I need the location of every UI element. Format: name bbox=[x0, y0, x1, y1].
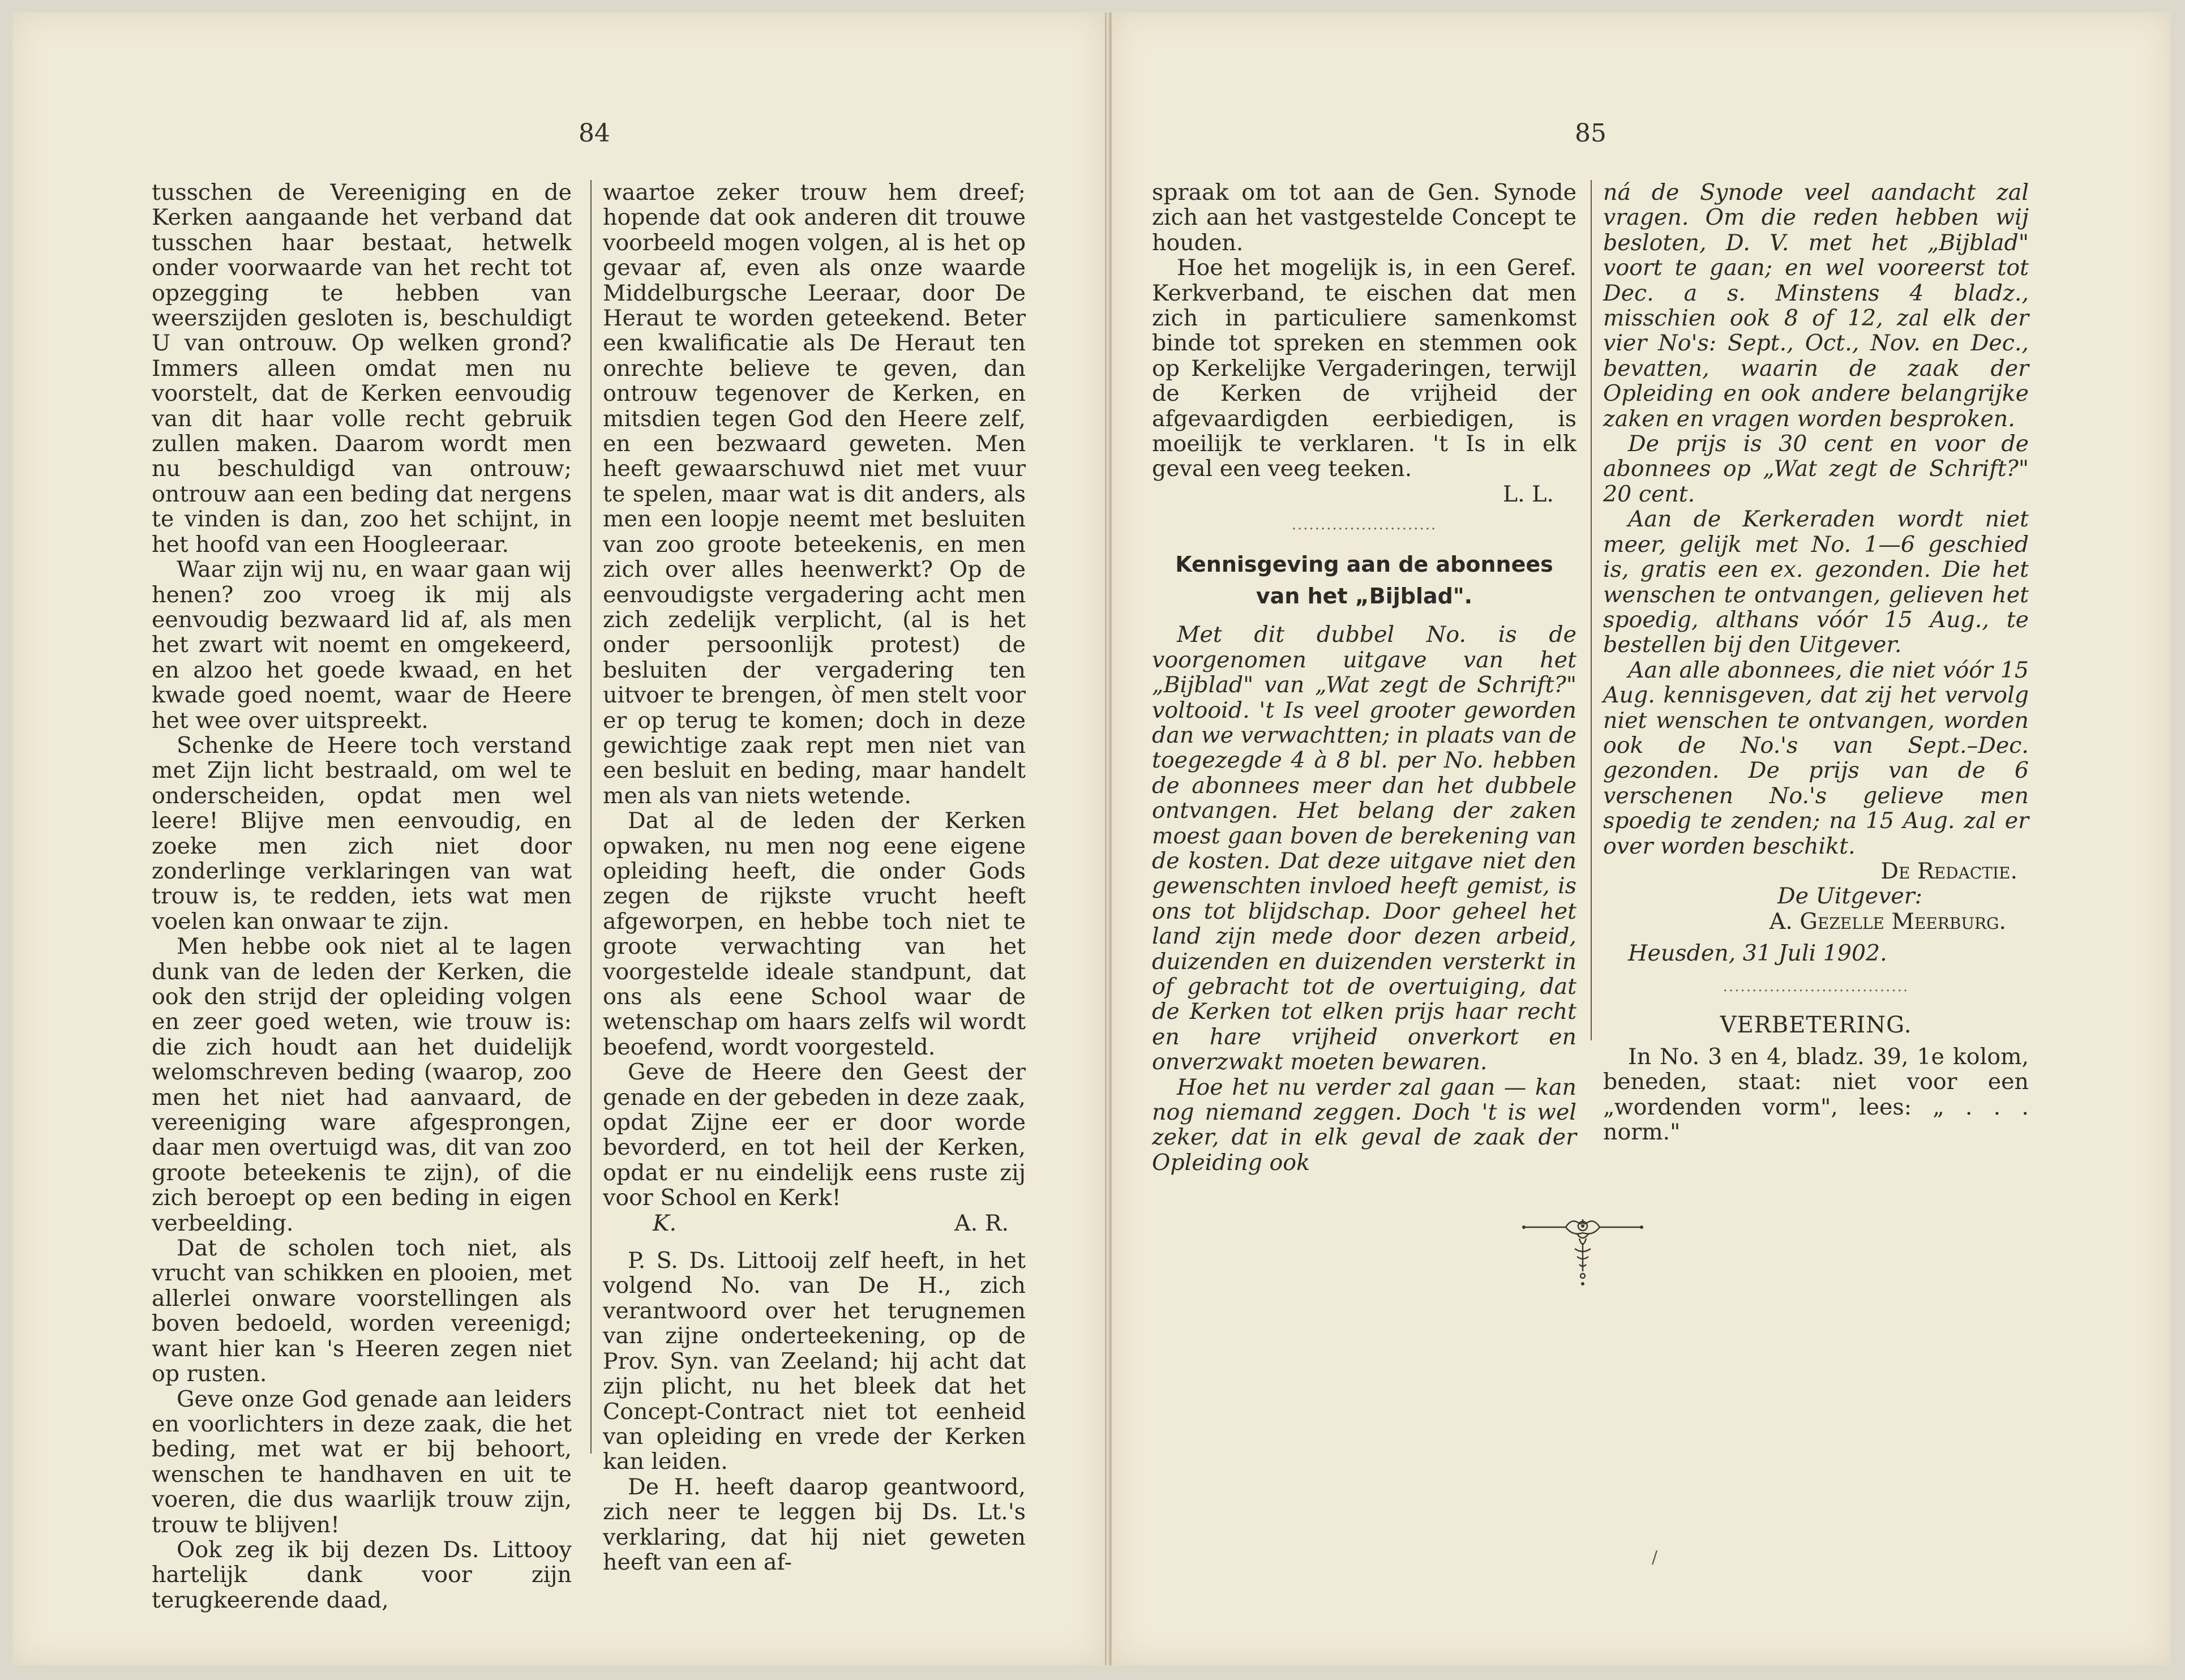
page-number-left: 84 bbox=[579, 119, 610, 148]
left-column-2 bbox=[603, 180, 1026, 1575]
paragraph: Hoe het nu verder zal gaan — kan nog niemand zeggen. Doch 't is wel zeker, dat in elk geval de zaak der Opleiding ook bbox=[1152, 1074, 1576, 1176]
paragraph: Hoe het mogelijk is, in een Geref. Kerkverband, te eischen dat men zich in particuliere samenkomst binde tot spreken en stemmen ook op Kerkelijke Vergaderingen, terwijl de Kerken de vrijheid der afgevaardigden eerbiedigen, is moeilijk te verklaren. 't Is in elk geval een veeg teeken. bbox=[1152, 255, 1576, 482]
uitgever-label: De Uitgever: bbox=[1777, 883, 1922, 910]
left-column-1 bbox=[152, 180, 572, 1613]
page-number-right: 85 bbox=[1575, 119, 1606, 148]
paragraph: tusschen de Vereeniging en de Kerken aangaande het verband dat tusschen haar bestaat, hetwelk onder voorwaarde van het recht tot opzegging te hebben van weerszijden gesloten is, beschuldigt U van ontrouw. Op welken grond? Immers alleen omdat men nu voorstelt, dat de Kerken eenvoudig van dit haar volle recht gebruik zullen maken. Daarom wordt men nu beschuldigd van ontrouw; ontrouw aan een beding dat nergens te vinden is dan, zoo het schijnt, in het hoofd van een Hoogleeraar. bbox=[152, 179, 572, 558]
postscript: P. S. Ds. Littooij zelf heeft, in het volgend No. van De H., zich verantwoord over het terugnemen van zijne onderteekening, op de Prov. Syn. van Zeeland; hij acht dat zijn plicht, nu het bleek dat het Concept-Contract niet tot eenheid van opleiding en vrede der Kerken kan leiden. bbox=[603, 1248, 1026, 1475]
column-divider bbox=[1591, 180, 1592, 1040]
right-column-1 bbox=[1152, 180, 1576, 1175]
signature-initials: L. L. bbox=[1502, 481, 1554, 507]
notice-heading: Kennisgeving aan de abonnees van het „Bijblad". bbox=[1175, 552, 1553, 609]
paragraph: waartoe zeker trouw hem dreef; hopende dat ook anderen dit trouwe voorbeeld mogen volgen, al is het op gevaar af, even als onze waarde Middelburgsche Leeraar, door De Heraut te worden geteekend. Beter een kwalificatie als De Heraut ten onrechte believe te geven, dan ontrouw tegenover de Kerken, en mitsdien tegen God den Heere zelf, en een bezwaard geweten. Men heeft gewaarschuwd niet met vuur te spelen, maar wat is dit anders, als men een loopje neemt met besluiten van zoo groote beteekenis, en men zich over alles heenwerkt? Op de eenvoudigste vergadering acht men zich zedelijk verplicht, (al is het onder persoonlijk protest) de besluiten der vergadering ten uitvoer te brengen, òf men stelt voor er op terug te komen; doch in deze gewichtige zaak rept men niet van een besluit en beding, maar handelt men als van niets wetende. bbox=[603, 179, 1026, 809]
paragraph: ná de Synode veel aandacht zal vragen. Om die reden hebben wij besloten, D. V. met het „Bijblad" voort te gaan; en wel vooreerst tot Dec. a s. Minstens 4 bladz., misschien ook 8 of 12, zal elk der vier No's: Sept., Oct., Nov. en Dec., bevatten, waarin de zaak der Opleiding en ook andere belangrijke zaken en vragen worden besproken. bbox=[1603, 179, 2029, 432]
paragraph: Aan de Kerkeraden wordt niet meer, gelijk met No. 1—6 geschied is, gratis een ex. gezonden. Die het wenschen te ontvangen, gelieven het spoedig, althans vóór 15 Aug., te bestellen bij den Uitgever. bbox=[1603, 506, 2029, 658]
paragraph: Dat al de leden der Kerken opwaken, nu men nog eene eigene opleiding heeft, die onder Gods zegen de rijkste vrucht heeft afgeworpen, en hebbe toch niet te groote verwachting van het voorgestelde ideale standpunt, dat ons als eene School waar de wetenschap om haars zelfs wil wordt beoefend, wordt voorgesteld. bbox=[603, 808, 1026, 1060]
paragraph: spraak om tot aan de Gen. Synode zich aan het vastgestelde Concept te houden. bbox=[1152, 179, 1576, 256]
paragraph: Ook zeg ik bij dezen Ds. Littooy hartelijk dank voor zijn terugkeerende daad, bbox=[152, 1536, 572, 1613]
paragraph: Aan alle abonnees, die niet vóór 15 Aug. kennisgeven, dat zij het vervolg niet wenschen te ontvangen, worden ook de No.'s van Sept.–Dec. gezonden. De prijs van de 6 verschenen No.'s gelieve men spoedig te zenden; na 15 Aug. zal er over worden beschikt. bbox=[1603, 657, 2029, 859]
section-divider: ························· bbox=[1291, 521, 1437, 538]
paragraph: Schenke de Heere toch verstand met Zijn licht bestraald, om wel te onderscheiden, opdat men wel leere! Blijve men eenvoudig, en zoeke men zich niet door zonderlinge verklaringen van wat trouw is, te redden, iets wat men voelen kan onwaar te zijn. bbox=[152, 732, 572, 935]
book-gutter bbox=[1105, 12, 1111, 1665]
paragraph: Geve onze God genade aan leiders en voorlichters in deze zaak, die het beding, met wat er bij behoort, wenschen te handhaven en uit te voeren, die dus waarlijk trouw zijn, trouw te blijven! bbox=[152, 1386, 572, 1538]
section-divider: ································ bbox=[1723, 982, 1909, 1000]
paragraph: De H. heeft daarop geantwoord, zich neer te leggen bij Ds. Lt.'s verklaring, dat hij niet geweten heeft van een af- bbox=[603, 1473, 1026, 1575]
paragraph: Men hebbe ook niet al te lagen dunk van de leden der Kerken, die ook den strijd der opleiding volgen en zeer goed weten, wie trouw is: die zich houdt aan het duidelijk welomschreven beding (waarop, zoo men het niet had aanvaard, de vereeniging ware afgesprongen, daar men overtuigd was, dit van zoo groote beteekenis te zijn), of die zich beroept op een beding in eigen verbeelding. bbox=[152, 933, 572, 1236]
uitgever-name: A. Gezelle Meerburg. bbox=[1769, 908, 2006, 935]
paragraph: Met dit dubbel No. is de voorgenomen uitgave van het „Bijblad" van „Wat zegt de Schrift?" voltooid. 't Is veel grooter geworden dan we verwachtten; in plaats van de toegezegde 4 à 8 bl. per No. hebben de abonnees meer dan het dubbele ontvangen. Het belang der zaken moest gaan boven de berekening van de kosten. Dat deze uitgave niet den gewenschten invloed heeft gemist, is ons tot blijdschap. Door geheel het land zijn mede door dezen arbeid, duizenden en duizenden versterkt in of gebracht tot de overtuiging, dat de Kerken tot elken prijs haar recht en hare vrijheid onverkort en onverzwakt moeten bewaren. bbox=[1152, 622, 1576, 1075]
correction-text: In No. 3 en 4, bladz. 39, 1e kolom, beneden, staat: niet voor een „wordenden vorm", lees: „ . . . norm." bbox=[1603, 1044, 2029, 1146]
redactie-signature bbox=[1603, 859, 2029, 884]
signature-line bbox=[1152, 482, 1576, 507]
stray-mark: / bbox=[1652, 1548, 1658, 1567]
column-divider bbox=[590, 180, 592, 1454]
paragraph: Geve de Heere den Geest der genade en der gebeden in deze zaak, opdat Zijne eer er door worde bevorderd, en tot heil der Kerken, opdat er nu eindelijk eens ruste zij voor School en Kerk! bbox=[603, 1059, 1026, 1211]
floral-vignette-icon bbox=[1520, 1209, 1645, 1294]
paragraph: Waar zijn wij nu, en waar gaan wij henen? zoo vroeg ik mij als eenvoudig bezwaard lid af, als men het zwart wit noemt en omgekeerd, en alzoo het goede kwaad, en het kwade goed noemt, waar de Heere het wee over uitspreekt. bbox=[152, 556, 572, 734]
signature-line bbox=[603, 1211, 1026, 1236]
redactie-name: De Redactie. bbox=[1880, 858, 2017, 884]
correction-title: VERBETERING. bbox=[1720, 1012, 1912, 1038]
signature-initials: A. R. bbox=[954, 1210, 1009, 1236]
place-date: Heusden, 31 Juli 1902. bbox=[1628, 940, 1887, 967]
signature-place: K. bbox=[653, 1210, 677, 1236]
paragraph: De prijs is 30 cent en voor de abonnees op „Wat zegt de Schrift?" 20 cent. bbox=[1603, 431, 2029, 507]
right-column-2 bbox=[1603, 180, 2029, 1145]
paragraph: Dat de scholen toch niet, als vrucht van schikken en plooien, met allerlei onware voorstellingen als boven bedoeld, worden vereenigd; want hier kan 's Heeren zegen niet op rusten. bbox=[152, 1235, 572, 1387]
